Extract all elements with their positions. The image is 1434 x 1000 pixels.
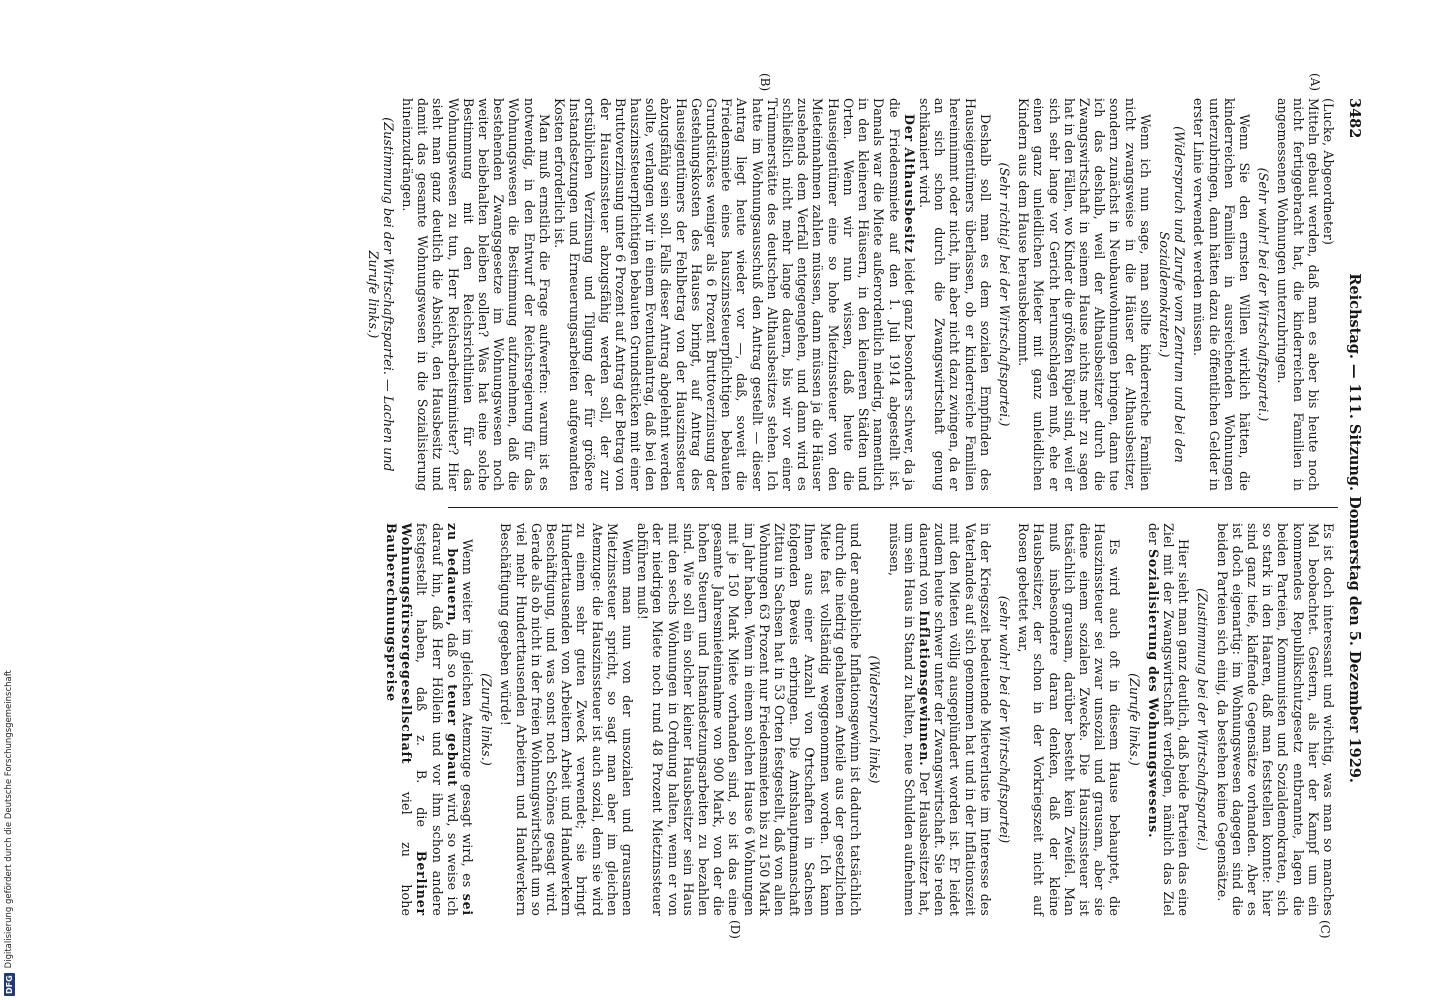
emphasis: sei zu bedauern, (444, 523, 476, 916)
digitization-caption (2, 604, 16, 996)
paragraph: Wenn man nun von der unsozialen und grausamen Mietzinssteuer spricht, so sagt man aber im gleichen Atemzuge: die Hauszinssteuer ist auch sozial, denn sie wird zu einem sehr guten Zweck verwendet; sie bringt Hunderttausenden von Arbeitern Arbeit und Handwerkern Beschäftigung, und was sonst noch Schönes gesagt wird. Gerade als ob nicht in der freien Wohnungswirtschaft um so viel mehr Hunderttausenden Arbeitern und Handwerkern Beschäftigung gegeben würde! (498, 523, 636, 916)
interjection: (sehr wahr! bei der Wirtschaftspartei) (996, 595, 1012, 844)
emphasis: Sozialisierung des Wohnungswesens. (1145, 548, 1161, 839)
speaker-line: (Lucke, Abgeordneter) (1321, 98, 1336, 245)
column-right (384, 523, 1336, 916)
emphasis: Inflationsgewinnen. (916, 610, 932, 767)
page-number: 3482 (1346, 98, 1363, 139)
page-title: Reichstag. — 111. Sitzung. Donnerstag den 5. Dezember 1929. (1346, 273, 1363, 783)
margin-mark-b: (B) (758, 73, 772, 92)
interjection: (Sehr wahr! bei der Wirtschaftspartei.) (1256, 167, 1272, 422)
caption-text: Digitalisierung gefördert durch die Deutsche Forschungsgemeinschaft (4, 670, 14, 969)
emphasis: Bauberechnungspreise (384, 523, 400, 702)
emphasis: Der Althausbesitz (901, 114, 917, 254)
interjection: (Zurufe links.) (1126, 673, 1142, 766)
margin-mark-d: (D) (728, 920, 742, 939)
interjection: (Sehr richtig! bei der Wirtschaftspartei.) (996, 162, 1012, 427)
paragraph: Man muß ernstlich die Frage aufwerfen: warum ist es notwendig, in den Entwurf der Reichsregierung für das Wohnungswesen die Bestimmung aufzunehmen, daß die bestehenden Zwangsgesetze im Wohnungswesen noch weiter beibehalten bleiben sollen? Was hat eine solche Bestimmung mit den Reichsrichtlinien für das Wohnungswesen zu tun, Herr Reichsarbeitsminister? Hier sieht man ganz deutlich die Absicht, den Hausbesitz und damit das gesamte Wohnungswesen in die Sozialisierung hineinzudrängen. (400, 98, 552, 491)
paragraph: in der Kriegszeit bedeutende Mietverluste im Interesse des Vaterlandes auf sich genommen hat und in der Inflationszeit mit den Mieten völlig ausgeplündert worden ist. Er leidet zudem heute schwer unter der Zwangswirtschaft. Sie reden dauernd von Inflationsgewinnen. Der Hausbesitzer hat, um sein Haus in Stand zu halten, neue Schulden aufnehmen müssen, (886, 523, 993, 917)
interjection: (Widerspruch und Zurufe vom Zentrum und bei den Sozialdemokraten.) (1156, 126, 1188, 463)
page-header (1334, 98, 1362, 918)
column-divider (448, 507, 1338, 508)
paragraph: Es wird auch oft in diesem Hause behauptet, die Hauszinssteuer sei zwar unsozial und grausam, aber sie diene einem sozialen Zwecke. Die Hauszinssteuer ist tatsächlich grausam, darüber besteht kein Zweifel. Man muß insbesondere daran denken, daß der kleine Hausbesitzer, der schon in der Vorkriegszeit nicht auf Rosen gebettet war, (1016, 523, 1123, 916)
margin-mark-c: (C) (1318, 920, 1332, 939)
paragraph: und der angebliche Inflationsgewinn ist dadurch tatsächlich durch die niedrig gehaltenen Anteile aus der gesetzlichen Miete fast vollständig weggenommen worden. Ich kann Ihnen aus einer Anzahl von Ortschaften in Sachsen folgenden Beweis erbringen. Die Amtshauptmannschaft Zittau in Sachsen hat in 53 Orten festgestellt, daß von allen Wohnungen 63 Prozent nur Friedensmieten bis zu 150 Mark im Jahr haben. Wenn in einem solchen Hause 6 Wohnungen mit je 150 Mark Miete vorhanden sind, so ist das eine gesamte Jahresmieteinnahme von 900 Mark, von der die hohen Steuern und Instandsetzungsarbeiten zu bezahlen sind. Wie soll ein solcher kleiner Hausbesitzer sein Haus mit den sechs Wohnungen in Ordnung halten, wenn er von der niedrigen Miete noch rund 48 Prozent Mietzinssteuer abführen muß! (635, 523, 864, 916)
dfg-logo-icon: DFG (4, 975, 14, 994)
paragraph: Es ist doch interessant und wichtig, was man so manches Mal beobachtet. Gestern, als hier der Kampf um ein kommendes Republikschutzgesetz entbrannte, lagen die beiden Parteien, Kommunisten und Sozialdemokraten, sich so stark in den Haaren, daß man feststellen konnte: hier sind ganz tiefe, klaffende Gegensätze vorhanden. Aber es ist doch eigenartig: im Wohnungswesen dagegen sind die beiden Parteien sich einig, da bestehen keine Gegensätze. (1214, 523, 1336, 916)
column-left (361, 98, 1336, 491)
paragraph: Mitteln gebaut werden, daß man es aber bis heute noch nicht fertiggebracht hat, die kinderreichen Familien in angemessenen Wohnungen unterzubringen. (1275, 98, 1321, 491)
interjection: (Widerspruch links) (867, 655, 883, 784)
paragraph: Der Althausbesitz leidet ganz besonders schwer, da ja die Friedensmiete auf den 1. Juli 1914 abgestellt ist. Damals war die Miete außerordentlich niedrig, namentlich in den kleineren Häusern, in den kleineren Städten und Orten. Wenn wir nun wissen, daß heute die Hauseigentümer eine so hohe Mietzinssteuer von den Mieteinnahmen zahlen müssen, dann müssen ja die Häuser zusehends dem Verfall entgegengehen, und dann wird es schließlich nicht mehr lange dauern, bis wir vor einer Trümmerstätte des deutschen Althausbesitzes stehen. Ich hatte im Wohnungsausschuß den Antrag gestellt — dieser Antrag liegt heute wieder vor —, daß, soweit die Friedensmiete eines hauszinssteuerpflichtigen bebauten Grundstückes weniger als 6 Prozent Bruttoverzinsung der Gestehungskosten des Hauses bringt, auf Antrag des Hauseigentümers der Fehlbetrag von der Hauszinssteuer abzugsfähig sein soll. Falls dieser Antrag abgelehnt werden sollte, verlangen wir in einem Eventualantrag, daß bei den hauszinssteuerpflichtigen bebauten Grundstücken mit einer Bruttoverzinsung unter 6 Prozent auf Antrag der Betrag von der Hauszinssteuer abzugsfähig werden soll, der zur ortsüblichen Verzinsung und Tilgung der für größere Instandsetzungen und Erneuerungsarbeiten aufgewandten Kosten erforderlich ist. (552, 98, 917, 492)
paragraph: Hier sieht man ganz deutlich, daß beide Parteien das eine Ziel mit der Zwangswirtschaft verfolgen, nämlich das Ziel der Sozialisierung des Wohnungswesens. (1145, 523, 1192, 916)
paragraph: Wenn ich nun sage, man sollte kinderreiche Familien nicht zwangsweise in die Häuser der Althausbesitzer, sondern zunächst in Neubauwohnungen bringen, dann tue ich das deshalb, weil der Althausbesitzer durch die Zwangswirtschaft in seinem Hause nichts mehr zu sagen hat in den Fällen, wo Kinder die größten Rüpel sind, weil er sich sehr lange vor Gericht herumschlagen muß, ehe er einen ganz unleidlichen Mieter mit ganz unleidlichen Kindern aus dem Hause herausbekommt. (1016, 98, 1153, 491)
paragraph: Wenn weiter im gleichen Atemzuge gesagt wird, es sei zu bedauern, daß so teuer gebaut wird, so weise ich darauf hin, daß Herr Höllein und vor ihm schon andere festgestellt haben, daß z. B. die Berliner Wohnungsfürsorgegesellschaft viel zu hohe Bauberechnungspreise (384, 523, 476, 917)
scanned-page (142, 73, 1363, 939)
paragraph: Deshalb soll man es dem sozialen Empfinden des Hauseigentümers überlassen, ob er kinderreiche Familien hereinnimmt oder nicht, ihn aber nicht dazu zwingen, da er an sich schon durch die Zwangswirtschaft genug schikaniert wird. (916, 98, 993, 491)
paragraph: Wenn Sie den ernsten Willen wirklich hätten, die kinderreichen Familien in ausreichenden Wohnungen unterzubringen, dann hätten dazu die öffentlichen Gelder in erster Linie verwendet werden müssen. (1191, 98, 1252, 491)
emphasis: Berliner Wohnungsfürsorgegesellschaft (399, 523, 430, 916)
interjection: (Zurufe links.) (479, 673, 495, 766)
interjection: (Zustimmung bei der Wirtschaftspartei. — Lachen und Zurufe links.) (365, 117, 396, 472)
emphasis: teuer gebaut (444, 684, 460, 787)
interjection: (Zustimmung bei der Wirtschaftspartei.) (1195, 588, 1211, 851)
margin-mark-a: (A) (1308, 73, 1322, 92)
